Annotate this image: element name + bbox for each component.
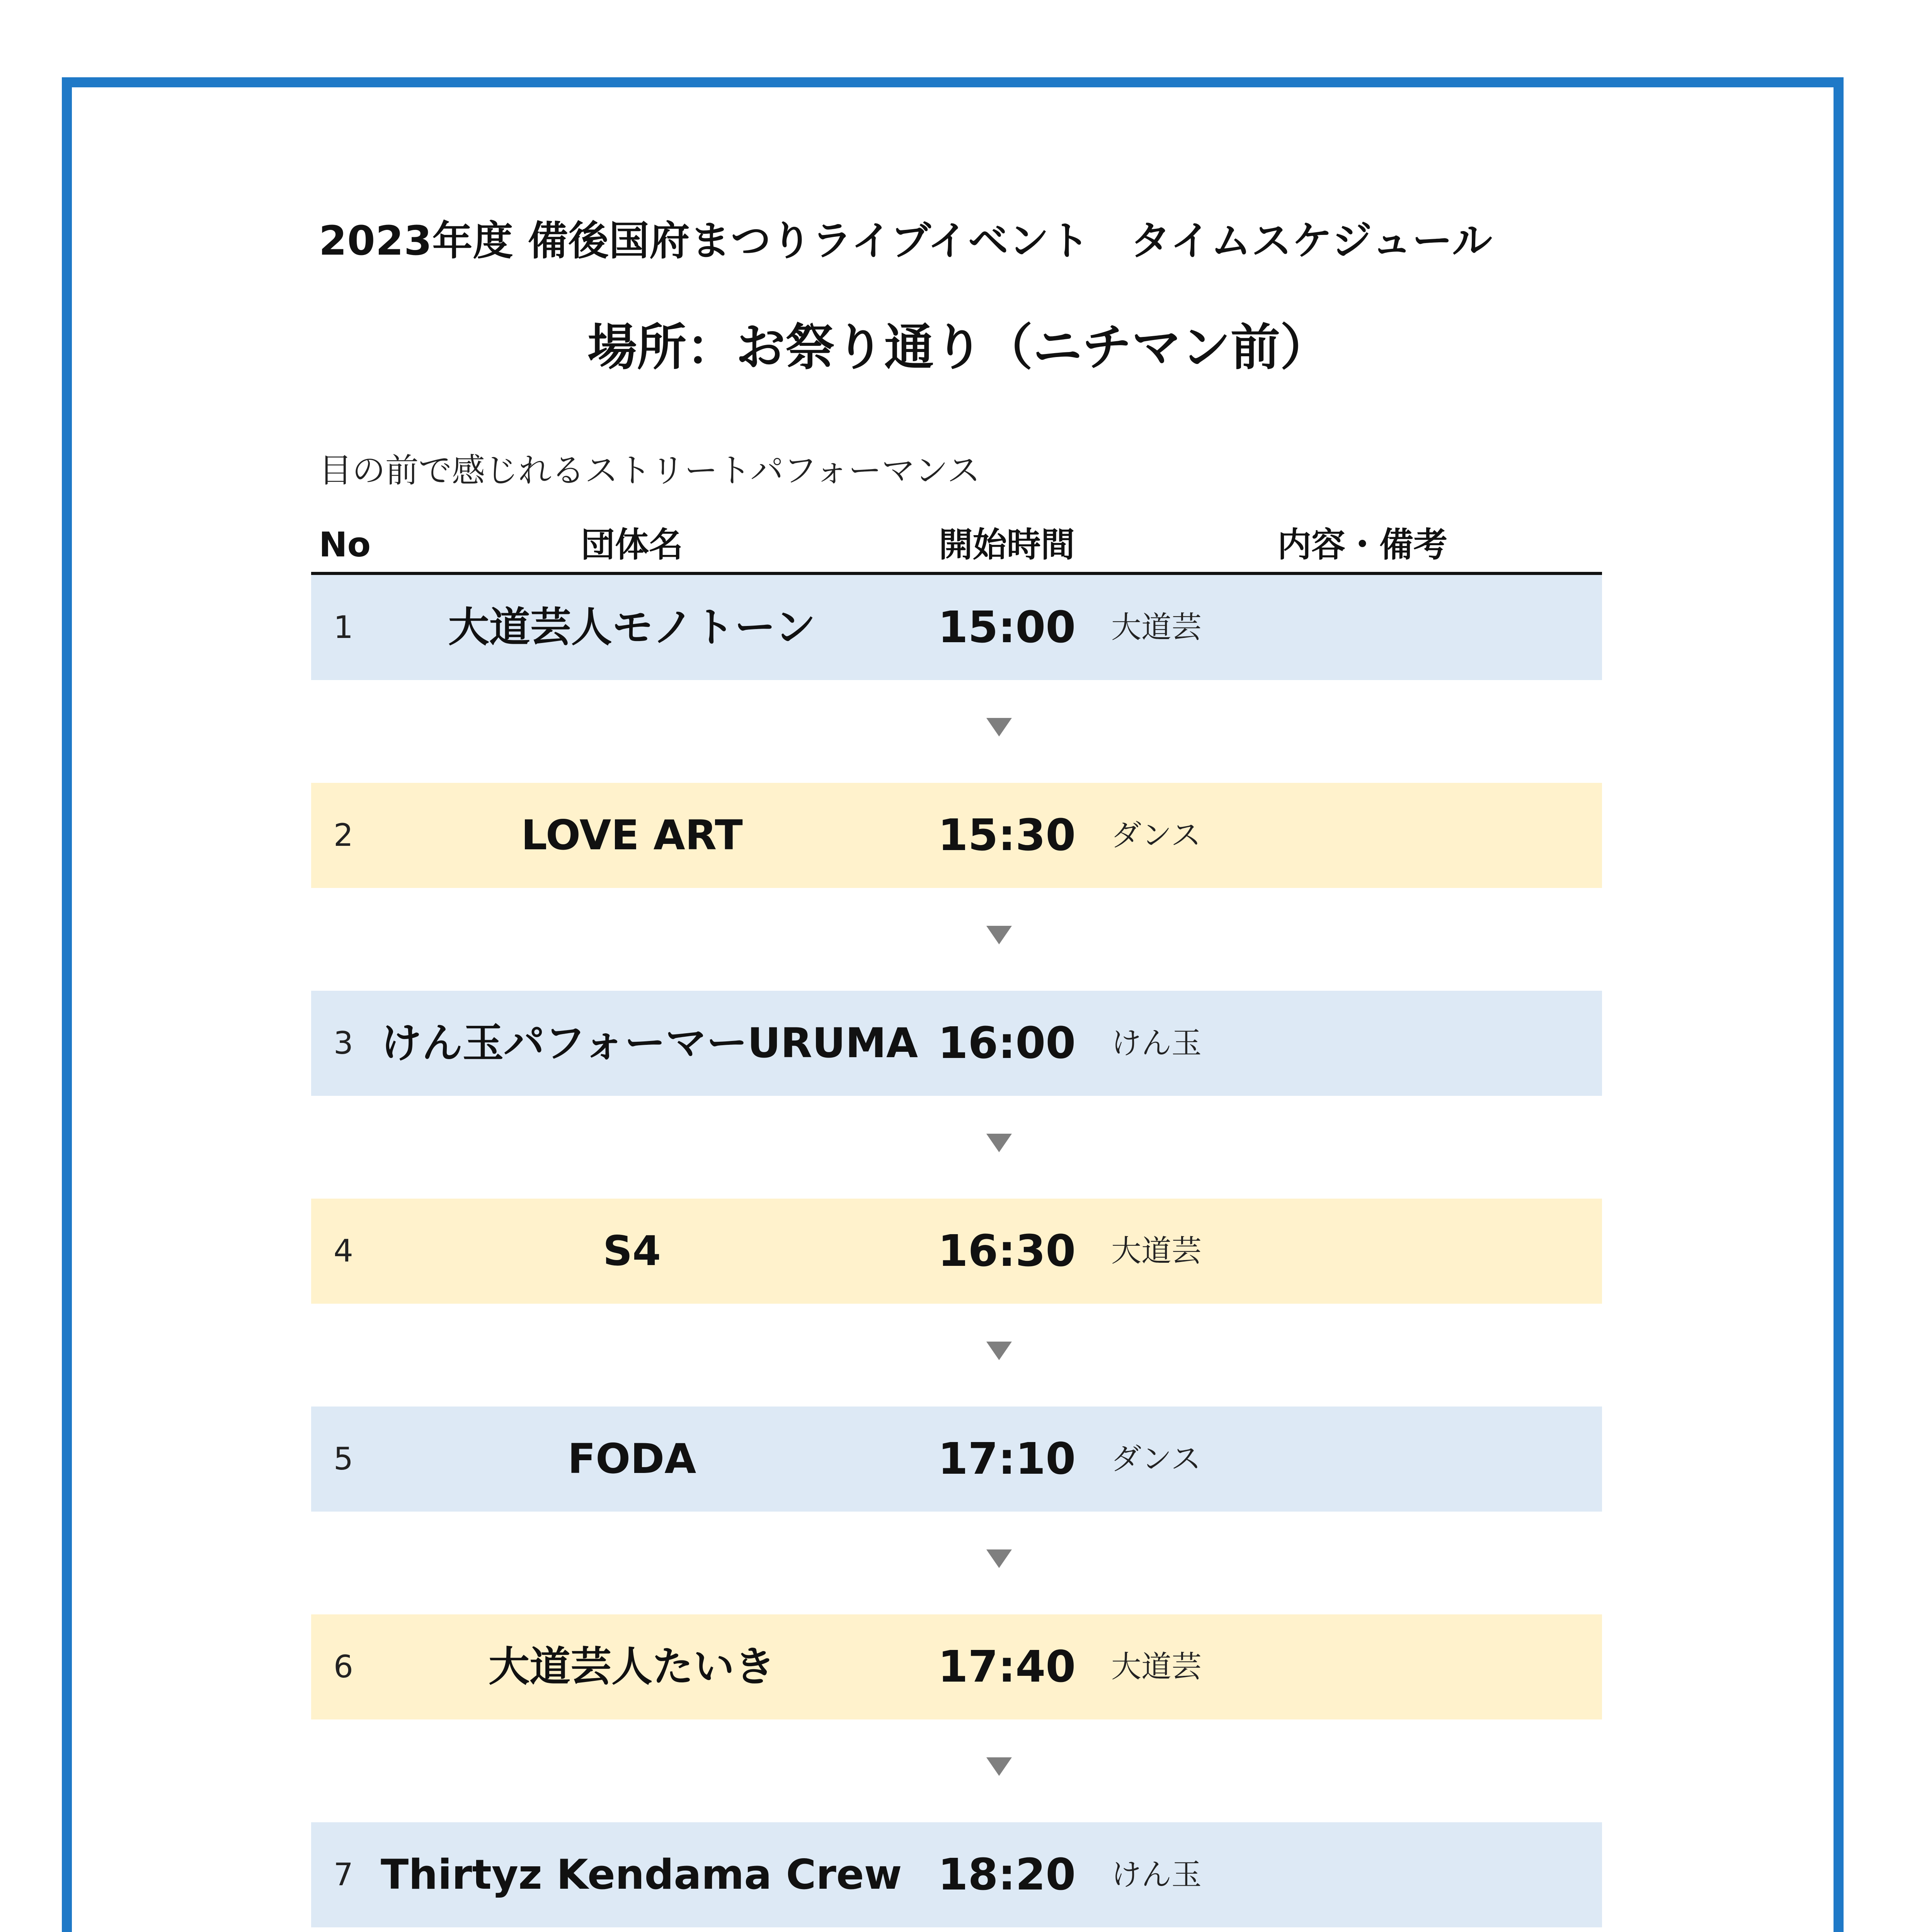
table-row — [311, 1199, 1602, 1304]
row-time: 17:40 — [938, 1642, 1076, 1692]
down-triangle-icon — [982, 1547, 1016, 1570]
down-triangle-icon — [982, 1339, 1016, 1362]
row-group: S4 — [603, 1227, 661, 1275]
header-time: 開始時間 — [938, 525, 1075, 565]
row-group: FODA — [567, 1435, 696, 1483]
row-no: 1 — [334, 609, 353, 645]
table-header — [311, 518, 1602, 575]
row-group: 大道芸人たいき — [489, 1643, 775, 1690]
down-triangle-icon — [982, 1755, 1016, 1778]
row-content: 大道芸 — [1111, 610, 1202, 645]
row-content: けん玉 — [1111, 1857, 1202, 1892]
table-row — [311, 1614, 1602, 1719]
row-content: ダンス — [1111, 1442, 1201, 1476]
header-content: 内容・備考 — [1277, 525, 1447, 565]
table-row — [311, 991, 1602, 1096]
table-row — [311, 575, 1602, 680]
row-no: 5 — [334, 1441, 353, 1477]
table-row — [311, 1822, 1602, 1927]
header-no: No — [319, 525, 371, 565]
table-row — [311, 1406, 1602, 1512]
row-content: ダンス — [1111, 818, 1201, 853]
subtitle: 目の前で感じれるストリートパフォーマンス — [319, 451, 981, 490]
document-title: 2023年度 備後国府まつりライブイベント タイムスケジュール — [319, 217, 1493, 264]
row-no: 6 — [334, 1649, 353, 1685]
row-time: 17:10 — [938, 1434, 1076, 1484]
row-no: 2 — [334, 817, 353, 853]
row-group: けん玉パフォーマーURUMA — [381, 1019, 918, 1067]
row-no: 3 — [334, 1025, 353, 1061]
row-time: 18:20 — [938, 1850, 1076, 1900]
down-triangle-icon — [982, 1131, 1016, 1155]
down-triangle-icon — [982, 923, 1016, 947]
row-time: 15:30 — [938, 810, 1076, 861]
row-no: 7 — [334, 1857, 353, 1893]
row-group: 大道芸人モノトーン — [448, 604, 816, 651]
row-group: LOVE ART — [521, 811, 743, 859]
down-triangle-icon — [982, 716, 1016, 739]
row-content: 大道芸 — [1111, 1234, 1202, 1269]
row-content: 大道芸 — [1111, 1650, 1202, 1684]
row-content: けん玉 — [1111, 1026, 1202, 1061]
row-time: 15:00 — [938, 602, 1076, 653]
venue-heading: 場所：お祭り通り（ニチマン前） — [587, 319, 1330, 376]
row-time: 16:00 — [938, 1018, 1076, 1068]
row-no: 4 — [334, 1233, 353, 1269]
row-time: 16:30 — [938, 1226, 1076, 1276]
table-row — [311, 783, 1602, 888]
header-group: 団体名 — [581, 525, 683, 565]
row-group: Thirtyz Kendama Crew — [381, 1851, 902, 1898]
